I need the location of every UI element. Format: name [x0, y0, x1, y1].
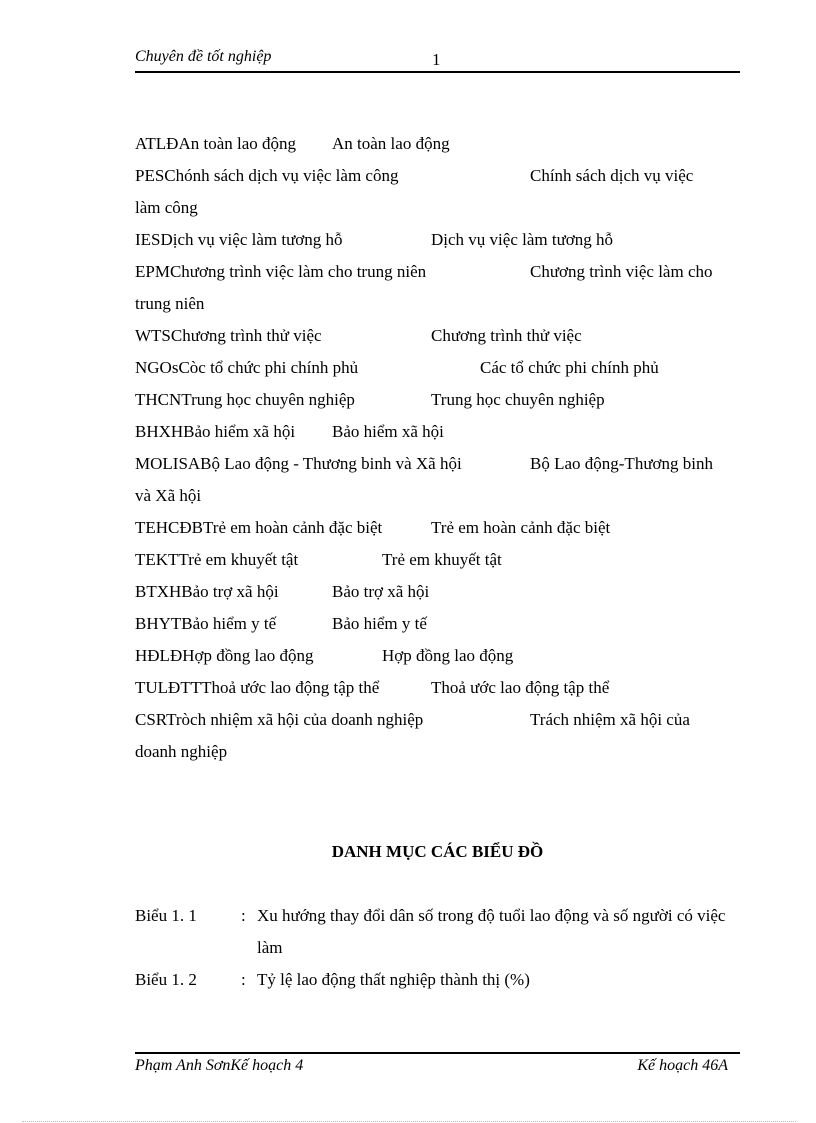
abbreviation-row	[135, 704, 745, 768]
abbreviation-term: PESChónh sách dịch vụ việc làm công	[135, 166, 399, 185]
abbreviation-term: BTXHBảo trợ xã hội	[135, 582, 279, 601]
abbreviation-meaning-continued: trung niên	[135, 294, 205, 313]
abbreviation-meaning: Bảo hiểm xã hội	[332, 422, 444, 441]
abbreviation-term: BHXHBảo hiểm xã hội	[135, 422, 296, 441]
abbreviation-meaning: Hợp đồng lao động	[382, 646, 514, 665]
abbreviation-meaning: Chính sách dịch vụ việc	[530, 166, 694, 185]
abbreviation-row	[135, 416, 745, 448]
abbreviation-meaning: Bảo trợ xã hội	[332, 582, 430, 601]
charts-section-title: DANH MỤC CÁC BIỂU ĐỒ	[331, 842, 544, 861]
abbreviation-row	[135, 672, 745, 704]
abbreviation-row	[135, 576, 745, 608]
abbreviation-row	[135, 128, 745, 160]
footer-author: Phạm Anh SơnKế hoạch 4	[135, 1057, 304, 1074]
chart-colon: :	[241, 970, 246, 989]
abbreviation-term: MOLISABộ Lao động - Thương binh và Xã hội	[135, 454, 462, 473]
abbreviation-row	[135, 224, 745, 256]
chart-list	[135, 900, 740, 996]
abbreviation-meaning: Bộ Lao động-Thương binh	[530, 454, 713, 473]
chart-description: Xu hướng thay đổi dân số trong độ tuổi lao động và số người có việc làm	[257, 906, 726, 957]
abbreviation-meaning: Trẻ em khuyết tật	[382, 550, 502, 569]
abbreviation-row	[135, 448, 745, 512]
abbreviation-row	[135, 256, 745, 320]
abbreviation-term: CSRTròch nhiệm xã hội của doanh nghiệp	[135, 710, 424, 729]
abbreviation-meaning: Chương trình việc làm cho	[530, 262, 713, 281]
abbreviation-meaning: Dịch vụ việc làm tương hỗ	[431, 230, 614, 249]
abbreviation-row	[135, 384, 745, 416]
abbreviation-term: BHYTBảo hiểm y tế	[135, 614, 277, 633]
page-header	[135, 47, 740, 73]
abbreviation-meaning: Trách nhiệm xã hội của	[530, 710, 690, 729]
abbreviation-meaning: Trẻ em hoàn cảnh đặc biệt	[431, 518, 611, 537]
chart-list-item	[135, 964, 740, 996]
chart-label: Biểu 1. 2	[135, 970, 197, 989]
abbreviation-term: TULĐTTThoả ước lao động tập thể	[135, 678, 380, 697]
abbreviation-meaning: Chương trình thử việc	[431, 326, 582, 345]
chart-description: Tỷ lệ lao động thất nghiệp thành thị (%)	[257, 970, 530, 989]
abbreviation-row	[135, 544, 745, 576]
abbreviation-meaning-continued: và Xã hội	[135, 486, 202, 505]
abbreviation-meaning: Thoả ước lao động tập thể	[431, 678, 610, 697]
abbreviation-meaning-continued: làm công	[135, 198, 198, 217]
abbreviation-meaning: An toàn lao động	[332, 134, 450, 153]
abbreviation-meaning: Các tổ chức phi chính phủ	[480, 358, 659, 377]
abbreviation-term: TEKTTrẻ em khuyết tật	[135, 550, 299, 569]
abbreviation-row	[135, 352, 745, 384]
chart-colon: :	[241, 906, 246, 925]
abbreviation-row	[135, 512, 745, 544]
abbreviation-row	[135, 640, 745, 672]
abbreviation-term: WTSChương trình thử việc	[135, 326, 322, 345]
abbreviation-meaning-continued: doanh nghiệp	[135, 742, 228, 761]
abbreviation-term: EPMChương trình việc làm cho trung niên	[135, 262, 427, 281]
abbreviation-term: TEHCĐBTrẻ em hoàn cảnh đặc biệt	[135, 518, 383, 537]
page-footer	[135, 1052, 740, 1080]
header-title: Chuyên đề tốt nghiệp	[135, 48, 272, 65]
chart-label: Biểu 1. 1	[135, 906, 197, 925]
abbreviation-row	[135, 160, 745, 224]
page-number: 1	[432, 50, 441, 69]
abbreviation-row	[135, 320, 745, 352]
abbreviation-term: HĐLĐHợp đồng lao động	[135, 646, 314, 665]
abbreviation-row	[135, 608, 745, 640]
abbreviation-list	[135, 128, 745, 768]
abbreviation-term: ATLĐAn toàn lao động	[135, 134, 297, 153]
chart-list-item	[135, 900, 740, 964]
abbreviation-term: NGOsCòc tổ chức phi chính phủ	[135, 358, 359, 377]
abbreviation-meaning: Bảo hiểm y tế	[332, 614, 427, 633]
page-bottom-divider	[22, 1121, 796, 1122]
abbreviation-meaning: Trung học chuyên nghiệp	[431, 390, 605, 409]
abbreviation-term: THCNTrung học chuyên nghiệp	[135, 390, 355, 409]
footer-class: Kế hoạch 46A	[637, 1057, 728, 1074]
abbreviation-term: IESDịch vụ việc làm tương hỗ	[135, 230, 343, 249]
